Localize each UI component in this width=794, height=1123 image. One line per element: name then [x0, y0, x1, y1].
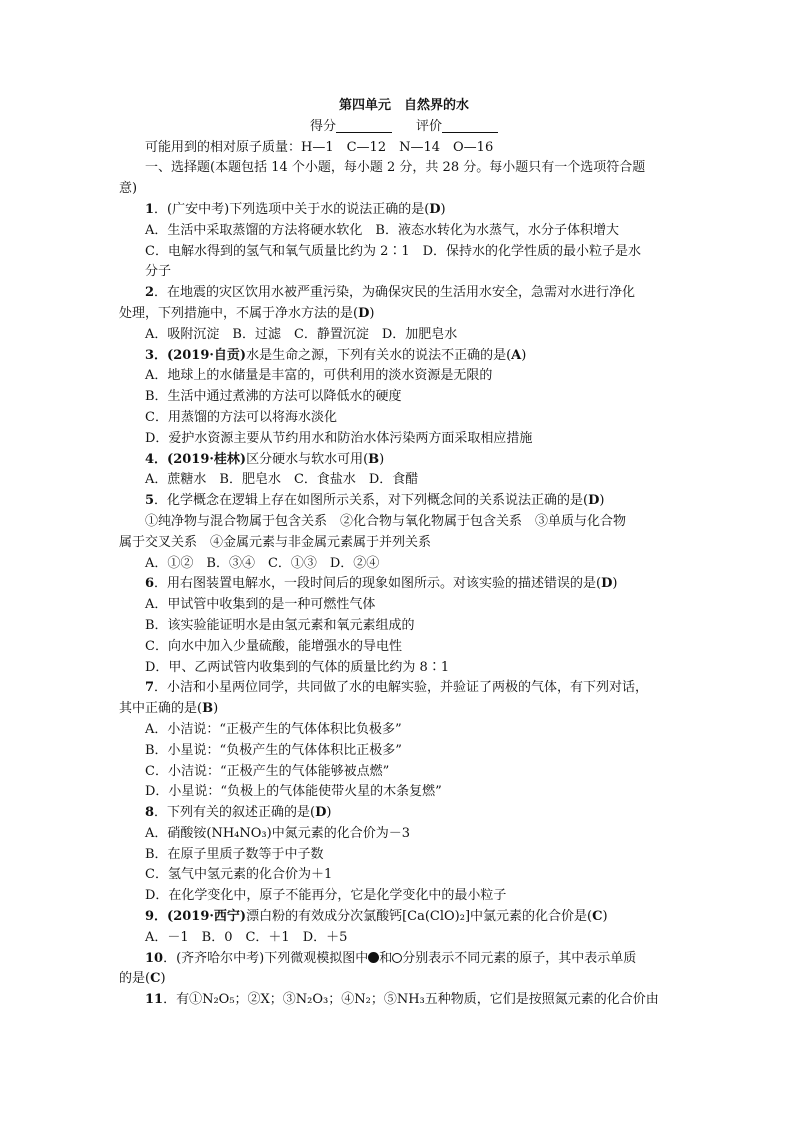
question-8-stem: 8．下列有关的叙述正确的是(D): [145, 805, 332, 821]
question-8-option-a: A．硝酸铵(NH₄NO₃)中氮元素的化合价为－3: [145, 825, 410, 841]
question-text: 和: [379, 950, 393, 966]
question-text: ．用右图装置电解水，一段时间后的现象如图所示。对该实验的描述错误的是(: [154, 576, 602, 592]
atomic-masses: 可能用到的相对原子质量：H—1 C—12 N—14 O—16: [145, 139, 494, 155]
question-6-option-b: B．该实验能证明水是由氢元素和氧元素组成的: [145, 617, 415, 633]
question-number: 6: [145, 576, 155, 592]
question-7-stem: [119, 678, 679, 699]
question-2-stem: [119, 283, 679, 304]
question-text: 区分硬水与软水可用(: [246, 451, 369, 467]
answer: D: [588, 493, 600, 509]
question-5-items: ①纯净物与混合物属于包含关系 ②化合物与氧化物属于包含关系 ③单质与化合物: [145, 513, 627, 529]
white-atom-icon: [392, 953, 402, 963]
question-text: ．下列有关的叙述正确的是(: [154, 805, 316, 821]
question-number: 9: [145, 909, 155, 925]
question-text: ．有①N₂O₅；②X；③N₂O₃；④N₂；⑤NH₃五种物质，它们是按照氮元素的化合价由: [163, 992, 659, 1008]
question-1-options-ab: A．生活中采取蒸馏的方法将硬水软化 B．液态水转化为水蒸气，水分子体积增大: [145, 222, 619, 238]
score-blank[interactable]: [336, 118, 392, 133]
question-5-items-cont: 属于交叉关系 ④金属元素与非金属元素属于并列关系: [119, 534, 432, 550]
page-title: 第四单元 自然界的水: [338, 98, 469, 113]
question-number: 4: [145, 451, 155, 467]
question-number: 2: [145, 285, 155, 301]
question-text: 分别表示不同元素的原子，其中表示单质: [402, 950, 637, 966]
question-1-stem: 1．(广安中考)下列选项中关于水的说法正确的是(D): [145, 201, 446, 217]
question-4-options: A．蔗糖水 B．肥皂水 C．食盐水 D．食醋: [145, 472, 419, 488]
question-text: ．在地震的灾区饮用水被严重污染，为确保灾民的生活用水安全，急需对水进行净化: [154, 285, 636, 301]
question-3-option-a: A．地球上的水储量是丰富的，可供利用的淡水资源是无限的: [145, 368, 493, 384]
question-5-options: A．①② B．③④ C．①③ D．②④: [145, 555, 380, 571]
worksheet-page: [119, 96, 679, 1011]
answer: A: [511, 347, 522, 363]
score-line: [129, 117, 679, 138]
question-text: 处理，下列措施中，不属于净水方法的是(: [119, 305, 359, 321]
question-6-option-a: A．甲试管中收集到的是一种可燃性气体: [145, 597, 376, 613]
question-number: 11: [145, 992, 164, 1008]
question-5-stem: 5．化学概念在逻辑上存在如图所示关系，对下列概念间的关系说法正确的是(D): [145, 493, 605, 509]
question-text: 漂白粉的有效成分次氯酸钙[Ca(ClO)₂]中氯元素的化合价是(: [246, 909, 593, 925]
question-7-option-a: A．小洁说：“正极产生的气体体积比负极多”: [145, 721, 402, 737]
question-text: ．(齐齐哈尔中考)下列微观模拟图中: [163, 950, 369, 966]
black-atom-icon: [368, 952, 379, 963]
question-number: 7: [145, 680, 155, 696]
question-source: ．(2019·西宁): [154, 909, 247, 925]
answer: B: [368, 451, 380, 467]
question-number: 3: [145, 347, 155, 363]
question-6-option-c: C．向水中加入少量硫酸，能增强水的导电性: [145, 638, 402, 654]
question-text: ．小洁和小星两位同学，共同做了水的电解实验，并验证了两极的气体，有下列对话，: [154, 680, 649, 696]
question-text: 水是生命之源，下列有关水的说法不正确的是(: [246, 347, 512, 363]
eval-blank[interactable]: [442, 118, 498, 133]
question-3-option-d: D．爱护水资源主要从节约用水和防治水体污染两方面采取相应措施: [145, 430, 533, 446]
question-8-option-c: C．氢气中氢元素的化合价为＋1: [145, 867, 333, 883]
question-10-stem: [119, 949, 679, 970]
answer: C: [150, 971, 161, 987]
question-7-stem-cont: 其中正确的是(B): [119, 701, 219, 717]
question-3-option-b: B．生活中通过煮沸的方法可以降低水的硬度: [145, 389, 402, 405]
answer: D: [429, 201, 441, 217]
question-7-option-c: C．小洁说：“正极产生的气体能够被点燃”: [145, 763, 390, 779]
eval-label: 评价: [416, 118, 443, 134]
question-8-option-b: B．在原子里质子数等于中子数: [145, 846, 324, 862]
question-source: ．(2019·自贡): [154, 347, 247, 363]
question-text: 其中正确的是(: [119, 701, 203, 717]
answer: C: [592, 909, 603, 925]
question-8-option-d: D．在化学变化中，原子不能再分，它是化学变化中的最小粒子: [145, 888, 507, 904]
question-3-stem: 3．(2019·自贡)水是生命之源，下列有关水的说法不正确的是(A): [145, 347, 527, 363]
question-number: 1: [145, 201, 155, 217]
answer: D: [358, 305, 370, 321]
question-9-stem: 9．(2019·西宁)漂白粉的有效成分次氯酸钙[Ca(ClO)₂]中氯元素的化合价是(C): [145, 909, 608, 925]
question-11-stem: [119, 990, 679, 1011]
question-6-stem: 6．用右图装置电解水，一段时间后的现象如图所示。对该实验的描述错误的是(D): [145, 576, 618, 592]
score-label: 得分: [309, 118, 336, 134]
section1-heading-cont: 意): [119, 181, 138, 197]
question-10-stem-cont: 的是(C): [119, 971, 166, 987]
question-source: ．(2019·桂林): [154, 451, 247, 467]
question-1-options-cd-cont: 分子: [145, 264, 172, 280]
question-7-option-d: D．小星说：“负极上的气体能使带火星的木条复燃”: [145, 784, 442, 800]
question-9-options: A．－1 B．0 C．＋1 D．＋5: [145, 929, 348, 945]
question-4-stem: 4．(2019·桂林)区分硬水与软水可用(B): [145, 451, 385, 467]
question-1-options-cd: C．电解水得到的氢气和氧气质量比约为 2∶1 D．保持水的化学性质的最小粒子是水: [145, 243, 642, 259]
answer: B: [202, 701, 214, 717]
question-text: 的是(: [119, 971, 151, 987]
question-number: 5: [145, 493, 155, 509]
question-6-option-d: D．甲、乙两试管内收集到的气体的质量比约为 8∶1: [145, 659, 450, 675]
question-number: 10: [145, 950, 164, 966]
answer: D: [601, 576, 613, 592]
question-7-option-b: B．小星说：“负极产生的气体体积比正极多”: [145, 742, 402, 758]
question-text: ．化学概念在逻辑上存在如图所示关系，对下列概念间的关系说法正确的是(: [154, 493, 589, 509]
question-3-option-c: C．用蒸馏的方法可以将海水淡化: [145, 409, 337, 425]
question-text: ．(广安中考)下列选项中关于水的说法正确的是(: [154, 201, 430, 217]
question-2-stem-cont: 处理，下列措施中，不属于净水方法的是(D): [119, 305, 375, 321]
answer: D: [315, 805, 327, 821]
question-number: 8: [145, 805, 155, 821]
question-2-options: A．吸附沉淀 B．过滤 C．静置沉淀 D．加肥皂水: [145, 326, 458, 342]
section1-heading: 一、选择题(本题包括 14 个小题，每小题 2 分，共 28 分。每小题只有一个选项符合题: [145, 160, 646, 176]
